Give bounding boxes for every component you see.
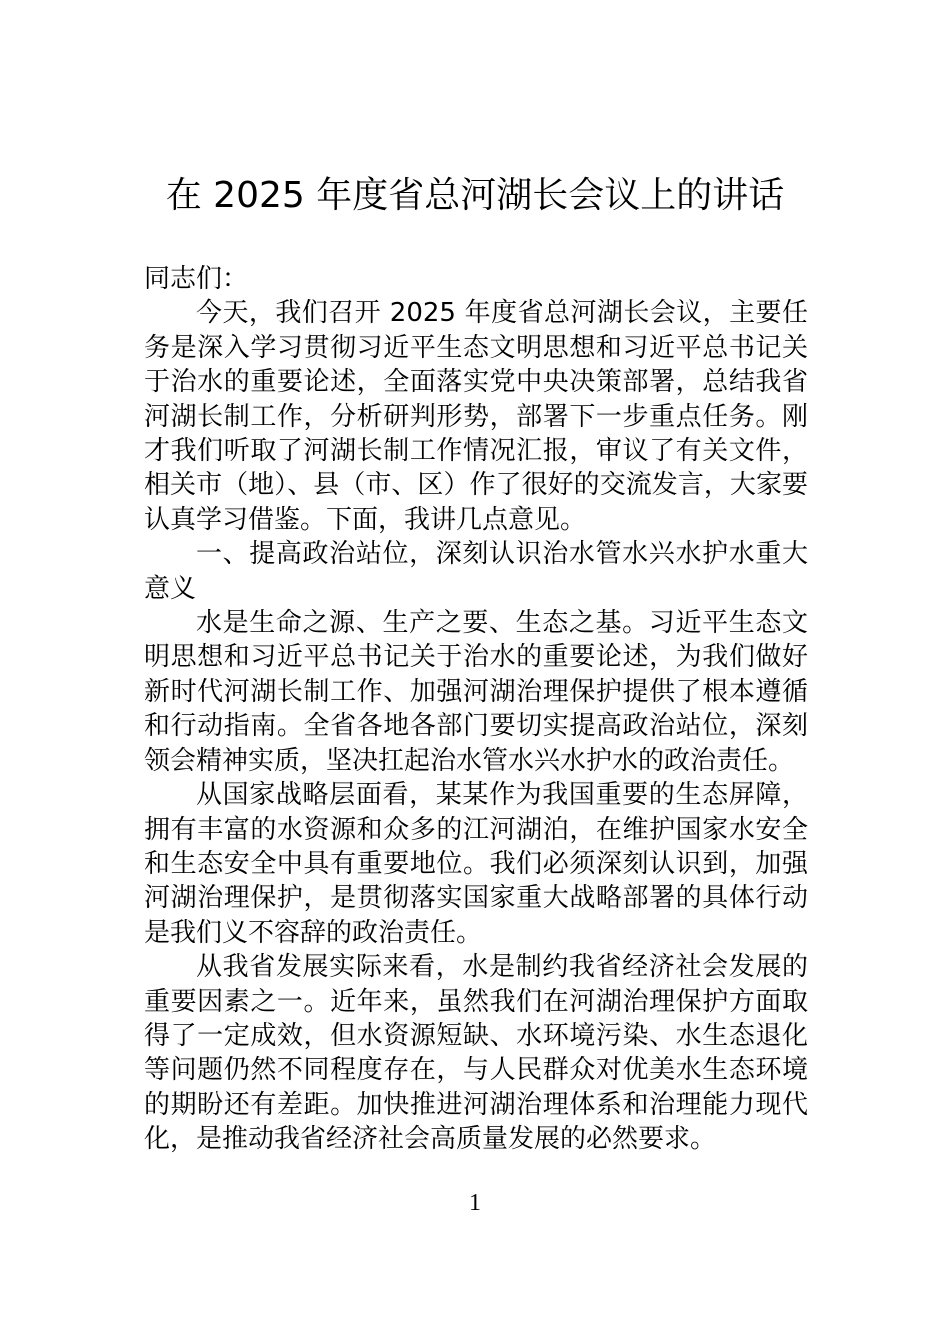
paragraph-provincial-development: 从我省发展实际来看，水是制约我省经济社会发展的重要因素之一。近年来，虽然我们在河湖治理保护方面取得了一定成效，但水资源短缺、水环境污染、水生态退化等问题仍然不同程度存在，与人民群众对优美水生态环境的期盼还有差距。加快推进河湖治理体系和治理能力现代化，是推动我省经济社会高质量发展的必然要求。: [144, 952, 808, 1155]
page-number: 1: [469, 1190, 481, 1216]
document-body: [144, 262, 808, 1157]
section-heading-1: 一、提高政治站位，深刻认识治水管水兴水护水重大意义: [144, 539, 808, 604]
paragraph-intro: 今天，我们召开 2025 年度省总河湖长会议，主要任务是深入学习贯彻习近平生态文明思想和习近平总书记关于治水的重要论述，全面落实党中央决策部署，总结我省河湖长制工作，分析研判形势，部署下一步重点任务。刚才我们听取了河湖长制工作情况汇报，审议了有关文件，相关市（地）、县（市、区）作了很好的交流发言，大家要认真学习借鉴。下面，我讲几点意见。: [144, 298, 808, 535]
document-title: 在 2025 年度省总河湖长会议上的讲话: [165, 175, 785, 216]
paragraph-water-importance: 水是生命之源、生产之要、生态之基。习近平生态文明思想和习近平总书记关于治水的重要论述，为我们做好新时代河湖长制工作、加强河湖治理保护提供了根本遵循和行动指南。全省各地各部门要切实提高政治站位，深刻领会精神实质，坚决扛起治水管水兴水护水的政治责任。: [144, 608, 808, 776]
paragraph-national-strategy: 从国家战略层面看，某某作为我国重要的生态屏障，拥有丰富的水资源和众多的江河湖泊，在维护国家水安全和生态安全中具有重要地位。我们必须深刻认识到，加强河湖治理保护，是贯彻落实国家重大战略部署的具体行动是我们义不容辞的政治责任。: [144, 780, 808, 948]
salutation: 同志们：: [144, 264, 249, 294]
